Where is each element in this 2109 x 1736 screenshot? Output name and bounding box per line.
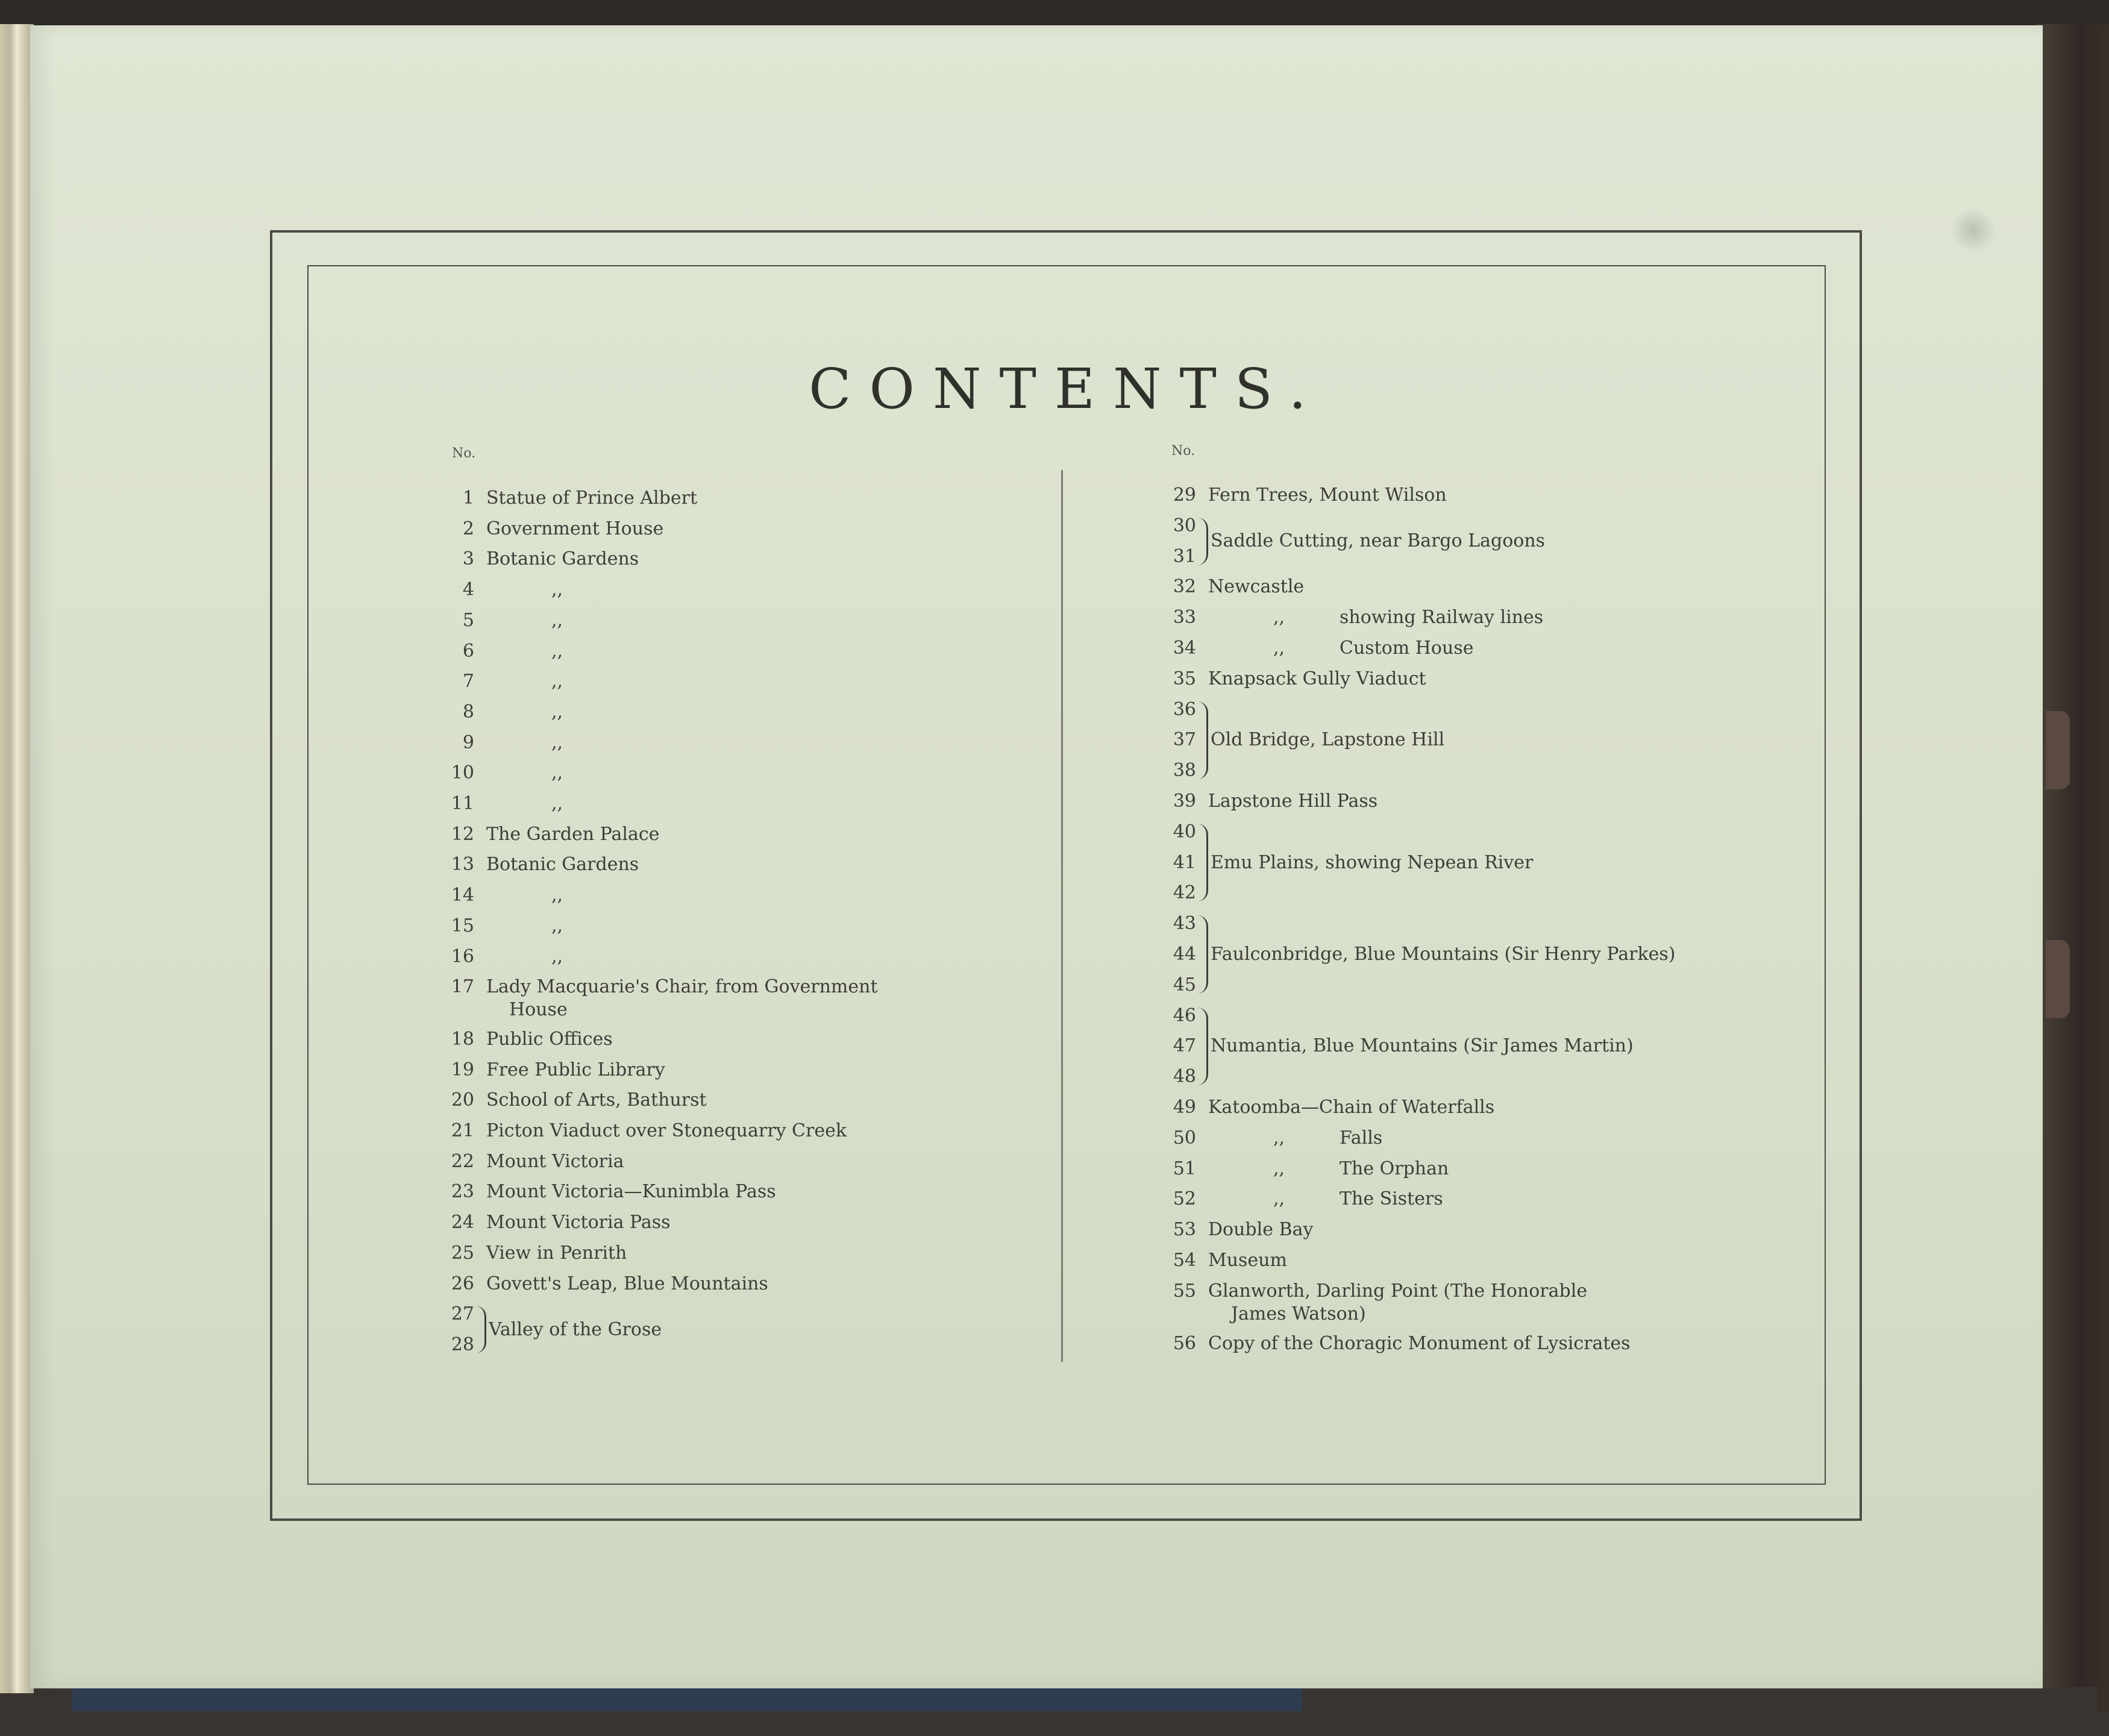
right-group-brace-30-31 — [1197, 518, 1208, 565]
entry-number: 39 — [1173, 791, 1196, 812]
ditto-mark: ,, — [551, 609, 563, 631]
contents-page — [30, 25, 2043, 1688]
column-divider — [1061, 470, 1063, 1362]
right-group-title-36-38: Old Bridge, Lapstone Hill — [1211, 729, 1445, 751]
entry-number: 49 — [1173, 1097, 1196, 1118]
ditto-mark: ,, — [551, 915, 563, 936]
entry-number: 33 — [1173, 607, 1196, 628]
entry-title: School of Arts, Bathurst — [486, 1089, 707, 1111]
entry-title: Botanic Gardens — [486, 548, 639, 570]
entry-title: Mount Victoria — [486, 1150, 624, 1172]
entry-subtitle: Falls — [1340, 1127, 1383, 1148]
right-no-label: No. — [1171, 443, 1196, 459]
entry-number: 6 — [462, 640, 474, 662]
entry-title: The Garden Palace — [486, 823, 660, 845]
entry-title: Lapstone Hill Pass — [1208, 791, 1378, 812]
entry-title: Fern Trees, Mount Wilson — [1208, 484, 1447, 506]
entry-number: 1 — [462, 487, 474, 509]
entry-number: 23 — [451, 1181, 474, 1203]
entry-number: 31 — [1173, 545, 1196, 567]
entry-number: 18 — [451, 1028, 474, 1050]
entry-number: 24 — [451, 1212, 474, 1233]
ditto-mark: ,, — [1273, 638, 1285, 659]
left-group-title-27-28: Valley of the Grose — [489, 1318, 662, 1340]
ditto-mark: ,, — [551, 640, 563, 662]
entry-number: 30 — [1173, 515, 1196, 536]
entry-number: 3 — [462, 548, 474, 570]
entry-number: 36 — [1173, 698, 1196, 720]
entry-number: 48 — [1173, 1066, 1196, 1088]
entry-number: 37 — [1173, 729, 1196, 751]
entry-number: 55 — [1173, 1280, 1196, 1302]
entry-subtitle: Custom House — [1340, 638, 1474, 659]
right-group-brace-40-42 — [1197, 824, 1208, 902]
entry-number: 14 — [451, 885, 474, 906]
right-group-brace-43-45 — [1197, 915, 1208, 994]
entry-title: Picton Viaduct over Stonequarry Creek — [486, 1120, 847, 1141]
left-group-brace-27-28 — [475, 1306, 486, 1353]
entry-number: 11 — [451, 793, 474, 814]
entry-number: 29 — [1173, 484, 1196, 506]
left-no-label: No. — [452, 446, 476, 461]
entry-title: Public Offices — [486, 1028, 613, 1050]
entry-number: 22 — [451, 1150, 474, 1172]
entry-number: 19 — [451, 1059, 474, 1080]
entry-number: 16 — [451, 945, 474, 967]
entry-title: Glanworth, Darling Point (The Honorable — [1208, 1280, 1588, 1302]
entry-number: 7 — [462, 671, 474, 692]
entry-title: Katoomba—Chain of Waterfalls — [1208, 1097, 1495, 1118]
ditto-mark: ,, — [551, 885, 563, 906]
entry-number: 40 — [1173, 821, 1196, 842]
entry-title: Lady Macquarie's Chair, from Government — [486, 976, 878, 998]
entry-number: 54 — [1173, 1250, 1196, 1271]
entry-number: 15 — [451, 915, 474, 936]
entry-number: 38 — [1173, 760, 1196, 782]
entry-title: Copy of the Choragic Monument of Lysicrates — [1208, 1332, 1631, 1354]
right-group-brace-36-38 — [1197, 701, 1208, 780]
entry-subtitle: The Orphan — [1340, 1158, 1449, 1179]
entry-number: 51 — [1173, 1158, 1196, 1179]
entry-title: Statue of Prince Albert — [486, 487, 698, 509]
entry-title: Museum — [1208, 1250, 1287, 1271]
entry-number: 46 — [1173, 1004, 1196, 1026]
entry-title: Double Bay — [1208, 1219, 1314, 1241]
entry-number: 13 — [451, 854, 474, 876]
cover-tab-upper — [2046, 711, 2070, 789]
entry-number: 45 — [1173, 974, 1196, 995]
entry-number: 35 — [1173, 668, 1196, 689]
page-title: CONTENTS. — [809, 357, 1324, 421]
right-entry-55-continuation: James Watson) — [1231, 1303, 1366, 1324]
ditto-mark: ,, — [551, 701, 563, 722]
entry-title: Botanic Gardens — [486, 854, 639, 876]
entry-number: 9 — [462, 732, 474, 753]
ditto-mark: ,, — [1273, 607, 1285, 628]
ditto-mark: ,, — [551, 762, 563, 784]
ditto-mark: ,, — [551, 793, 563, 814]
entry-number: 53 — [1173, 1219, 1196, 1241]
entry-number: 50 — [1173, 1127, 1196, 1148]
right-group-title-40-42: Emu Plains, showing Nepean River — [1211, 851, 1534, 873]
entry-number: 52 — [1173, 1188, 1196, 1210]
entry-number: 21 — [451, 1120, 474, 1141]
entry-number: 25 — [451, 1242, 474, 1264]
entry-number: 26 — [451, 1273, 474, 1294]
ditto-mark: ,, — [551, 579, 563, 601]
entry-number: 8 — [462, 701, 474, 722]
entry-number: 12 — [451, 823, 474, 845]
library-stamp — [1952, 206, 1995, 254]
entry-subtitle: The Sisters — [1340, 1188, 1443, 1210]
entry-title: Free Public Library — [486, 1059, 665, 1080]
entry-number: 43 — [1173, 913, 1196, 935]
entry-title: Knapsack Gully Viaduct — [1208, 668, 1426, 689]
ditto-mark: ,, — [1273, 1188, 1285, 1210]
entry-subtitle: showing Railway lines — [1340, 607, 1544, 628]
right-group-title-46-48: Numantia, Blue Mountains (Sir James Martin) — [1211, 1035, 1634, 1057]
ditto-mark: ,, — [551, 732, 563, 753]
entry-number: 28 — [451, 1333, 474, 1355]
ditto-mark: ,, — [1273, 1158, 1285, 1179]
entry-number: 17 — [451, 976, 474, 998]
entry-number: 47 — [1173, 1035, 1196, 1057]
entry-number: 5 — [462, 609, 474, 631]
book-cover-bottom-edge — [60, 1687, 2097, 1736]
entry-title: View in Penrith — [486, 1242, 627, 1264]
book-cover-right-edge — [2037, 24, 2109, 1711]
entry-number: 27 — [451, 1303, 474, 1325]
right-group-title-43-45: Faulconbridge, Blue Mountains (Sir Henry Parkes) — [1211, 944, 1676, 965]
left-entry-17-continuation: House — [509, 999, 568, 1021]
entry-number: 41 — [1173, 851, 1196, 873]
entry-number: 32 — [1173, 576, 1196, 598]
entry-title: Government House — [486, 518, 664, 539]
entry-number: 2 — [462, 518, 474, 539]
entry-number: 10 — [451, 762, 474, 784]
entry-title: Newcastle — [1208, 576, 1305, 598]
entry-title: Mount Victoria Pass — [486, 1212, 671, 1233]
entry-number: 42 — [1173, 882, 1196, 904]
previous-pages-edge — [0, 24, 34, 1693]
entry-number: 4 — [462, 579, 474, 601]
ditto-mark: ,, — [1273, 1127, 1285, 1148]
entry-title: Mount Victoria—Kunimbla Pass — [486, 1181, 776, 1203]
cover-tab-lower — [2046, 940, 2070, 1018]
ditto-mark: ,, — [551, 671, 563, 692]
entry-number: 20 — [451, 1089, 474, 1111]
entry-number: 34 — [1173, 638, 1196, 659]
ditto-mark: ,, — [551, 945, 563, 967]
entry-number: 56 — [1173, 1332, 1196, 1354]
entry-number: 44 — [1173, 944, 1196, 965]
right-group-brace-46-48 — [1197, 1007, 1208, 1086]
entry-title: Govett's Leap, Blue Mountains — [486, 1273, 768, 1294]
right-group-title-30-31: Saddle Cutting, near Bargo Lagoons — [1211, 530, 1546, 552]
